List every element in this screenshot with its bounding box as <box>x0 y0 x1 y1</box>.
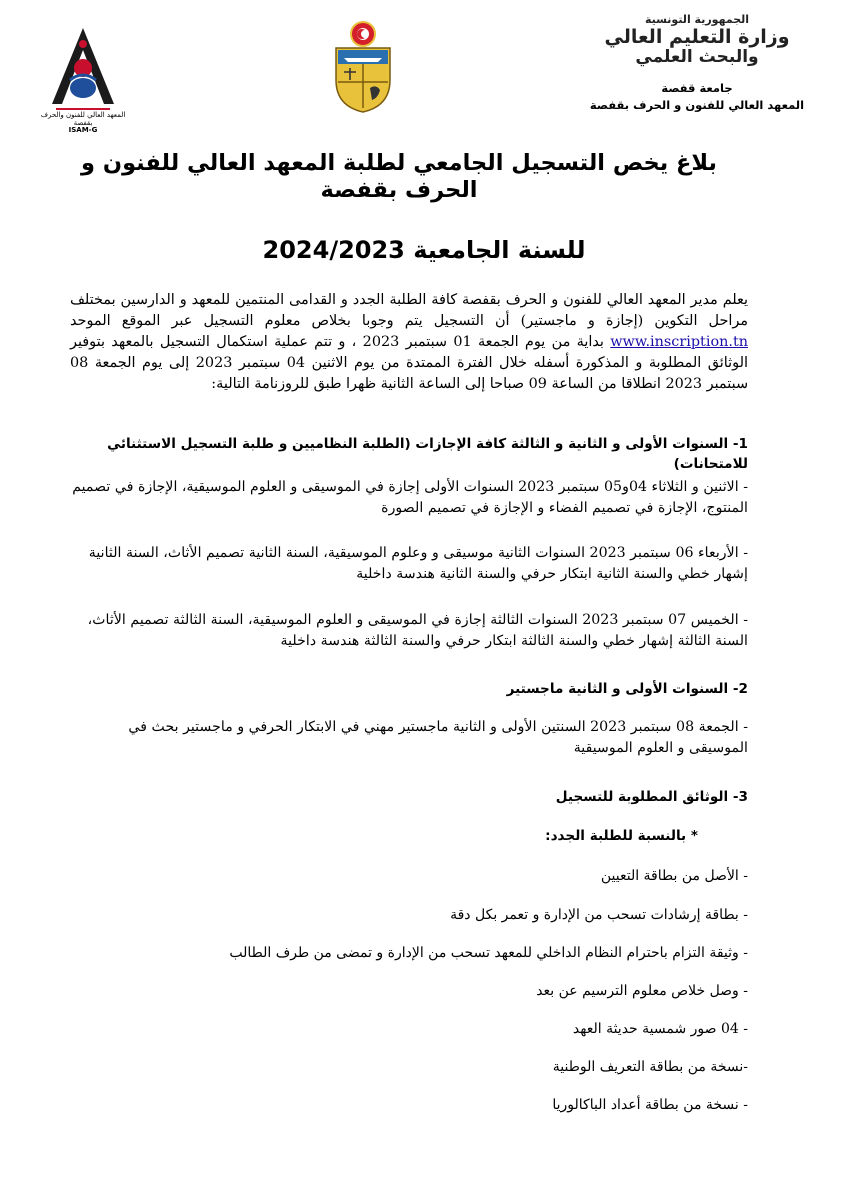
section1-item-2: - الأربعاء 06 سبتمبر 2023 السنوات الثانية موسيقى و وعلوم الموسيقية، السنة الثانية تصميم الأثاث، السنة الثانية إشهار خطي والسنة الثانية ابتكار حرفي والسنة الثانية هندسة داخلية <box>88 545 748 582</box>
ministry-calligraphy: وزارة التعليم العالي <box>604 25 790 48</box>
notice-title: بلاغ يخص التسجيل الجامعي لطلبة المعهد العالي للفنون و الحرف بقفصة <box>81 150 717 203</box>
section1-heading: 1- السنوات الأولى و الثانية و الثالثة كافة الإجازات (الطلبة النظاميين و طلبة التسجيل الاستثنائي للامتحانات) <box>107 436 748 472</box>
logo-latin-text: ISAM-G <box>68 126 98 135</box>
inscription-link[interactable]: www.inscription.tn <box>610 334 749 350</box>
intro-text-after-link: بداية من يوم الجمعة 01 سبتمبر 2023 ، و تتم عملية استكمال التسجيل بالمعهد بتوفير الوثائق المطلوبة و المذكورة أسفله خلال الفترة الممتدة من يوم الاثنين 04 سبتمبر 2023 إلى يوم الجمعة 08 سبتمبر 2023 انطلاقا من الساعة 09 صباحا إلى الساعة الثانية ظهرا طبق للروزنامة التالية: <box>70 334 748 392</box>
section1-item-1: - الاثنين و الثلاثاء 04و05 سبتمبر 2023 السنوات الأولى إجازة في الموسيقى و العلوم الموسيقية، الإجازة في تصميم المنتوج، الإجازة في تصميم الفضاء و الإجازة في تصميم الصورة <box>72 479 748 516</box>
research-calligraphy: والبحث العلمي <box>635 47 759 68</box>
intro-paragraph <box>70 290 748 395</box>
section2-item-1: - الجمعة 08 سبتمبر 2023 السنتين الأولى و الثانية ماجستير مهني في الابتكار الحرفي و ماجستير بحث في الموسيقى و العلوم الموسيقية <box>128 719 748 756</box>
document-item: - بطاقة إرشادات تسحب من الإدارة و تعمر بكل دقة <box>450 907 748 923</box>
section3-subheading: * بالنسبة للطلبة الجدد: <box>545 828 698 844</box>
document-item: - نسخة من بطاقة أعداد الباكالوريا <box>552 1097 748 1113</box>
document-item: - وثيقة التزام باحترام النظام الداخلي للمعهد تسحب من الإدارة و تمضى من طرف الطالب <box>229 945 748 961</box>
document-item: - وصل خلاص معلوم الترسيم عن بعد <box>536 983 748 999</box>
institute-logo <box>40 22 126 134</box>
section2-heading: 2- السنوات الأولى و الثانية ماجستير <box>506 681 748 697</box>
tunisia-coat-of-arms-icon <box>330 20 396 114</box>
section3-heading: 3- الوثائق المطلوبة للتسجيل <box>555 789 748 805</box>
ministry-header <box>582 14 812 115</box>
intro-text-before-link: يعلم مدير المعهد العالي للفنون و الحرف بقفصة كافة الطلبة الجدد و القدامى المنتمين للمعهد و الدارسين بمختلف مراحل التكوين (إجازة و ماجستير) أن التسجيل يتم وجوبا بخلاص معلوم التسجيل عبر الموقع الموحد <box>70 292 748 329</box>
document-item: - 04 صور شمسية حديثة العهد <box>572 1021 748 1037</box>
institute-name: المعهد العالي للفنون و الحرف بقفصة <box>589 98 805 113</box>
document-item: - الأصل من بطاقة التعيين <box>600 868 748 884</box>
section1-item-3: - الخميس 07 سبتمبر 2023 السنوات الثالثة إجازة في الموسيقى و العلوم الموسيقية، السنة الثالثة تصميم الأثاث، السنة الثالثة إشهار خطي والسنة الثالثة ابتكار حرفي والسنة الثالثة هندسة داخلية <box>87 612 748 649</box>
document-item: -نسخة من بطاقة التعريف الوطنية <box>552 1059 748 1075</box>
republic-calligraphy: الجمهورية التونسية <box>644 13 750 26</box>
logo-arabic-text: المعهد العالي للفنون والحرف بقفصة <box>40 111 126 127</box>
coat-of-arms <box>330 20 396 114</box>
university-name: جامعة قفصة <box>661 81 733 96</box>
academic-year-title: للسنة الجامعية 2024/2023 <box>262 236 586 264</box>
